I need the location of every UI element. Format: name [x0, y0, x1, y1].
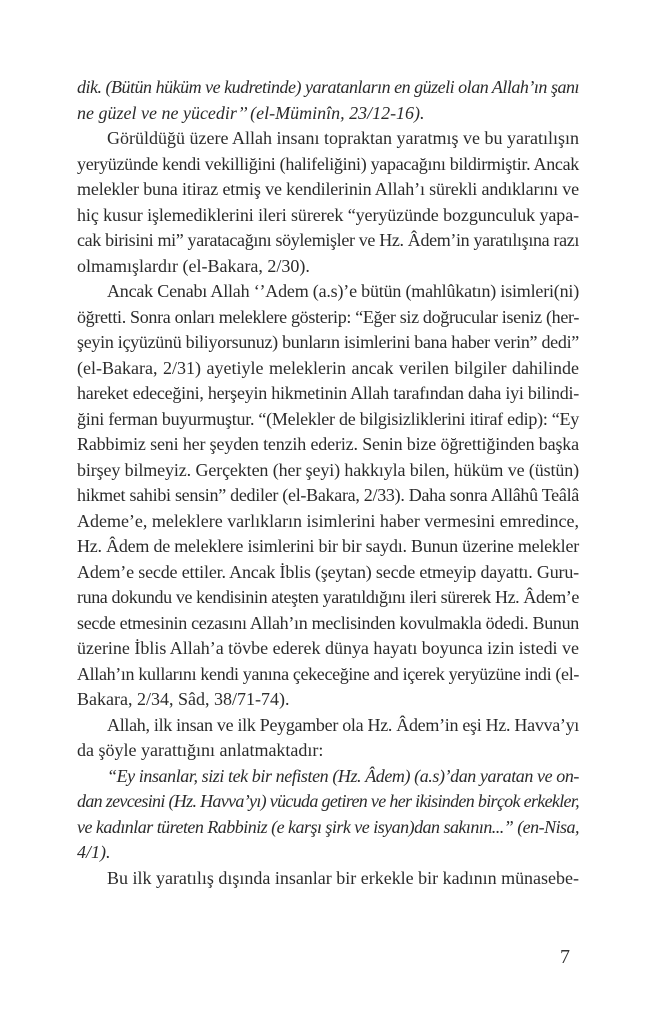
text-line: şeyin içyüzünü biliyorsunuz) bunların isimlerini bana haber verin” dedi” [77, 332, 580, 352]
text-line: (el-Bakara, 2/31) ayetiyle meleklerin ancak verilen bilgiler dahilinde [77, 357, 579, 378]
text-line: Adem’e secde ettiler. Ancak İblis (şeytan) secde etmeyip dayattı. Guru- [77, 561, 579, 582]
body-text [77, 75, 579, 891]
paragraph-start-line: Ancak Cenabı Allah ‘’Adem (a.s)’e bütün (mahlûkatın) isimleri(ni) [107, 281, 579, 301]
text-line: ğini ferman buyurmuştur. “(Melekler de bilgisizliklerini itiraf edip): “Ey [77, 408, 579, 429]
text-line: secde etmesinin cezasını Allah’ın meclisinden kovulmakla ödedi. Bunun [77, 612, 579, 633]
text-line: birşey bilmeyiz. Gerçekten (her şeyi) hakkıyla bilen, hüküm ve (üstün) [77, 459, 579, 480]
text-line: Bakara, 2/34, Sâd, 38/71-74). [77, 689, 290, 709]
text-line: Rabbimiz seni her şeyden tenzih ederiz. Senin bize öğrettiğinden başka [77, 434, 579, 454]
text-line: hareket edeceğini, herşeyin hikmetinin Allah tarafından daha iyi bilindi- [77, 383, 580, 403]
text-line: dik. (Bütün hüküm ve kudretinde) yaratanların en güzeli olan Allah’ın şanı [77, 77, 579, 97]
text-line: cak birisini mi” yaratacağını söylemişler ve Hz. Âdem’in yaratılışına razı [77, 230, 579, 250]
page-number: 7 [560, 946, 570, 968]
text-line: yeryüzünde kendi vekilliğini (halifeliğini) yapacağını bildirmiştir. Ancak [77, 153, 579, 174]
text-line: olmamışlardır (el-Bakara, 2/30). [77, 255, 310, 276]
text-line: Allah’ın kullarını kendi yanına çekeceğine and içerek yeryüzüne indi (el- [77, 663, 579, 684]
quote-line: 4/1). [77, 842, 111, 862]
paragraph-start-line: Bu ilk yaratılış dışında insanlar bir erkekle bir kadının münasebe- [107, 867, 579, 888]
text-line: öğretti. Sonra onları meleklere gösterip: “Eğer siz doğrucular iseniz (her- [77, 306, 579, 327]
text-line: melekler buna itiraz etmiş ve kendilerinin Allah’ı sürekli andıklarını ve [77, 179, 579, 199]
paragraph-start-line: Allah, ilk insan ve ilk Peygamber ola Hz. Âdem’in eşi Hz. Havva’yı [107, 714, 579, 735]
quote-line: ve kadınlar türeten Rabbiniz (e karşı şirk ve isyan)dan sakının...” (en-Nisa, [77, 816, 579, 837]
text-line: Hz. Âdem de meleklere isimlerini bir bir saydı. Bunun üzerine melekler [77, 536, 579, 556]
paragraph-start-line: Görüldüğü üzere Allah insanı topraktan yaratmış ve bu yaratılışın [107, 128, 579, 148]
quote-line: dan zevcesini (Hz. Havva’yı) vücuda getiren ve her ikisinden birçok erkekler, [77, 791, 579, 811]
text-line: da şöyle yarattığını anlatmaktadır: [77, 740, 324, 760]
text-line: üzerine İblis Allah’a tövbe ederek dünya hayatı boyunca izin istedi ve [77, 638, 579, 658]
text-line: hikmet sahibi sensin” dediler (el-Bakara, 2/33). Daha sonra Allâhû Teâlâ [77, 485, 579, 505]
text-line: runa dokundu ve kendisinin ateşten yaratıldığını ileri sürerek Hz. Âdem’e [77, 587, 579, 607]
text-line: ne güzel ve ne yücedir’’ (el-Müminîn, 23/12-16). [77, 102, 425, 123]
quote-start-line: “Ey insanlar, sizi tek bir nefisten (Hz. Âdem) (a.s)’dan yaratan ve on- [107, 765, 579, 786]
text-line: hiç kusur işlemediklerini ileri sürerek “yeryüzünde bozgunculuk yapa- [77, 204, 579, 225]
text-line: Ademe’e, meleklere varlıkların isimlerini haber vermesini emredince, [77, 510, 579, 531]
